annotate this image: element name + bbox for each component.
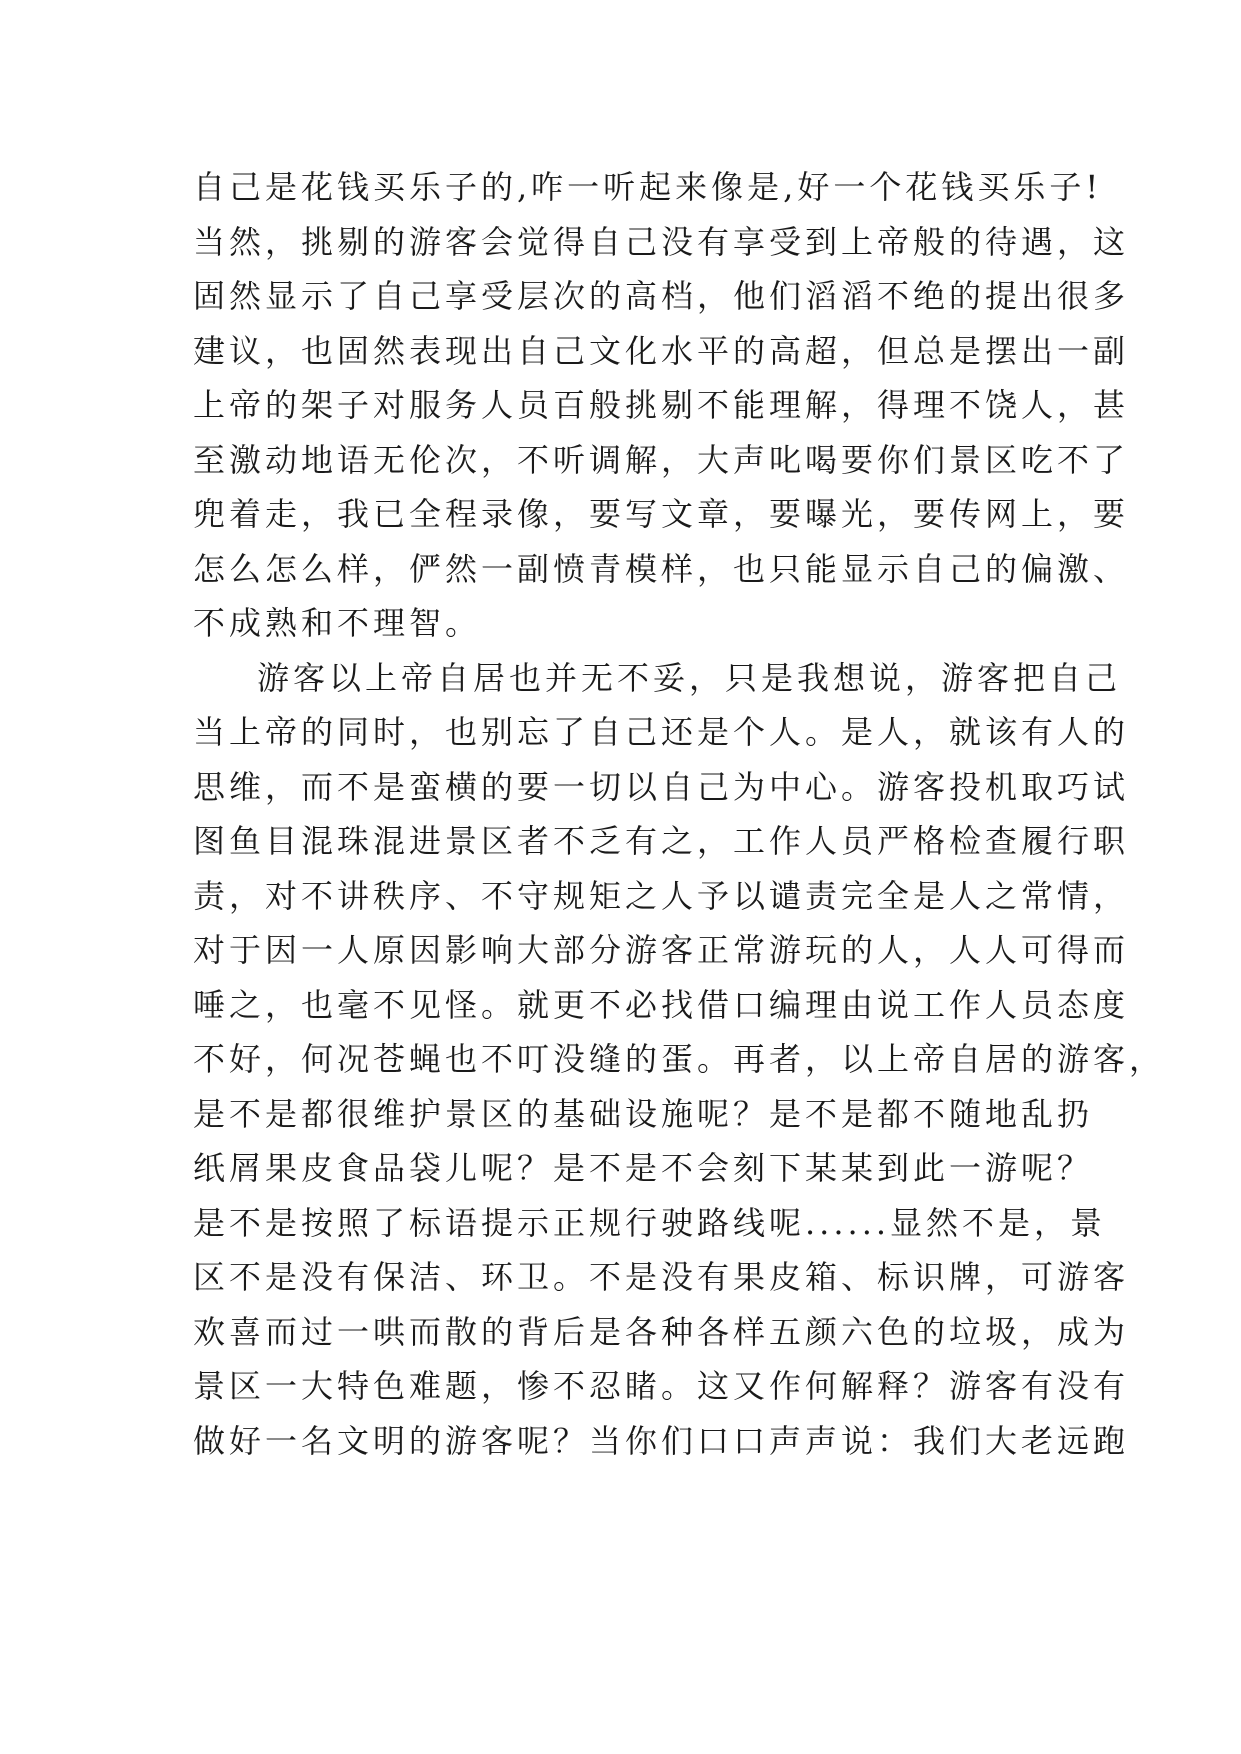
text-line: 建议，也固然表现出自己文化水平的高超，但总是摆出一副: [193, 331, 1130, 370]
text-line: 欢喜而过一哄而散的背后是各种各样五颜六色的垃圾，成为: [193, 1312, 1130, 1351]
text-line: 图鱼目混珠混进景区者不乏有之，工作人员严格检查履行职: [193, 822, 1130, 860]
text-line: 怎么怎么样，俨然一副愤青模样，也只能显示自己的偏激、: [193, 549, 1130, 588]
text-line: 上帝的架子对服务人员百般挑剔不能理解，得理不饶人，甚: [193, 386, 1130, 424]
text-line: 唾之，也毫不见怪。就更不必找借口编理由说工作人员态度: [193, 985, 1130, 1024]
text-line: 固然显示了自己享受层次的高档，他们滔滔不绝的提出很多: [193, 277, 1130, 315]
text-line: 兜着走，我已全程录像，要写文章，要曝光，要传网上，要: [193, 495, 1130, 533]
text-line: 自己是花钱买乐子的,咋一听起来像是,好一个花钱买乐子!: [193, 168, 1103, 206]
text-line: 当然，挑剔的游客会觉得自己没有享受到上帝般的待遇，这: [193, 222, 1130, 261]
text-line: 纸屑果皮食品袋儿呢？是不是不会刻下某某到此一游呢？: [193, 1149, 1094, 1187]
text-line: 不成熟和不理智。: [193, 604, 482, 642]
text-line: 做好一名文明的游客呢？当你们口口声声说：我们大老远跑: [193, 1421, 1130, 1460]
text-line: 是不是按照了标语提示正规行驶路线呢......显然不是，景: [193, 1203, 1107, 1242]
text-line: 对于因一人原因影响大部分游客正常游玩的人，人人可得而: [193, 931, 1130, 969]
paragraph-start-line: 游客以上帝自居也并无不妥，只是我想说，游客把自己: [257, 658, 1122, 697]
text-line: 当上帝的同时，也别忘了自己还是个人。是人，就该有人的: [193, 713, 1130, 751]
text-line: 思维，而不是蛮横的要一切以自己为中心。游客投机取巧试: [193, 767, 1130, 806]
text-line: 责，对不讲秩序、不守规矩之人予以谴责完全是人之常情，: [193, 876, 1130, 915]
body-text: [193, 160, 1166, 1468]
text-line: 是不是都很维护景区的基础设施呢？是不是都不随地乱扔: [193, 1094, 1094, 1133]
text-line: 区不是没有保洁、环卫。不是没有果皮箱、标识牌，可游客: [193, 1258, 1130, 1296]
text-line: 至激动地语无伦次，不听调解，大声叱喝要你们景区吃不了: [193, 440, 1130, 479]
text-line: 不好，何况苍蝇也不叮没缝的蛋。再者，以上帝自居的游客，: [193, 1040, 1166, 1078]
text-line: 景区一大特色难题，惨不忍睹。这又作何解释？游客有没有: [193, 1367, 1130, 1405]
